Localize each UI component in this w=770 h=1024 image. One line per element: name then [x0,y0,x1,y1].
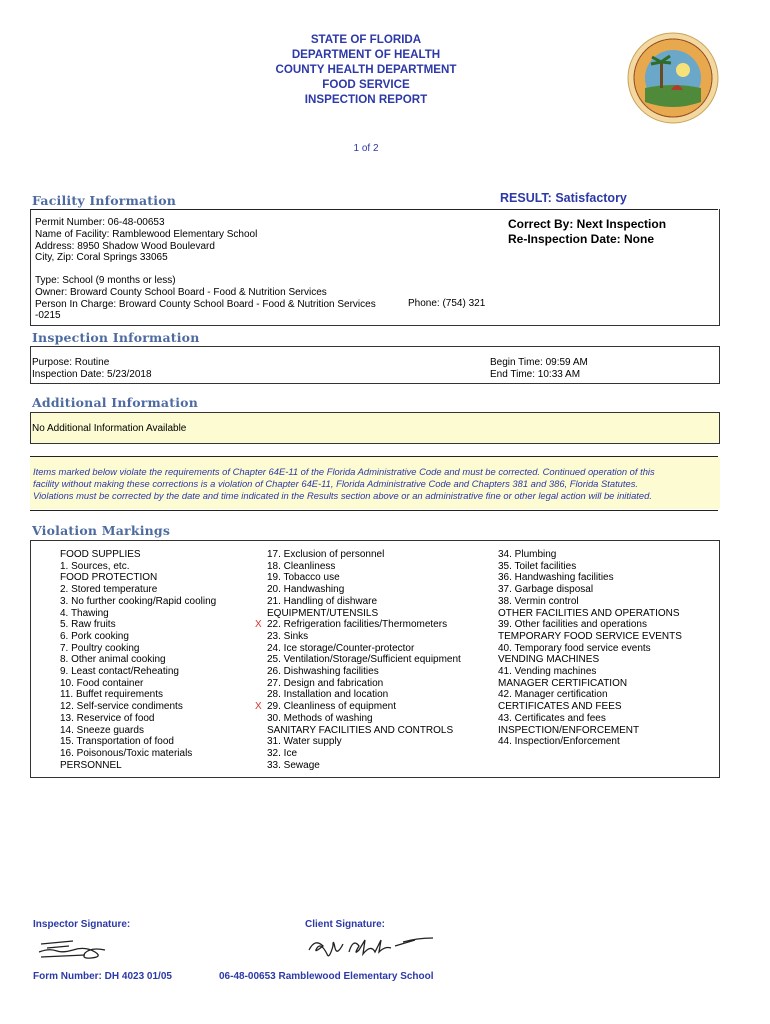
violation-label: 13. Reservice of food [60,712,155,724]
inspection-left [32,357,152,381]
state-seal-logo [627,32,719,124]
violation-label: SANITARY FACILITIES AND CONTROLS [267,724,454,736]
violation-item [60,678,216,690]
violation-item [267,654,461,666]
reinspection-date: Re-Inspection Date: None [508,232,655,246]
violation-label: 36. Handwashing facilities [498,572,614,584]
violation-item [498,584,682,596]
violation-label: FOOD SUPPLIES [60,549,141,560]
client-signature [303,932,443,969]
violation-label: 42. Manager certification [498,689,608,701]
violation-item [60,643,216,655]
violation-label: 9. Least contact/Reheating [60,666,179,678]
violation-label: 6. Pork cooking [60,630,129,642]
violation-label: 21. Handling of dishware [267,595,378,607]
violation-label: 34. Plumbing [498,549,557,560]
violation-item [60,654,216,666]
header-line: DEPARTMENT OF HEALTH [291,48,441,61]
violation-label: 39. Other facilities and operations [498,619,647,631]
violation-label: 20. Handwashing [267,584,345,596]
violation-item [267,596,461,608]
client-signature-label: Client Signature: [305,919,386,930]
violation-item [498,713,682,725]
violation-label: 8. Other animal cooking [60,654,166,666]
person-in-charge-cont: -0215 [35,310,61,322]
violation-label: EQUIPMENT/UTENSILS [267,607,379,619]
violation-label: MANAGER CERTIFICATION [498,677,628,689]
violation-item [498,549,682,561]
violation-label: CERTIFICATES AND FEES [498,701,622,713]
violation-item [60,713,216,725]
violation-item [267,725,461,737]
violation-label: 4. Thawing [60,607,109,619]
inspector-signature [33,935,133,968]
additional-section-title: Additional Information [32,395,198,410]
violation-label: 2. Stored temperature [60,584,158,596]
facility-owner: Owner: Broward County School Board - Food & Nutrition Services [35,286,327,298]
violation-label: VENDING MACHINES [498,654,600,666]
notice-line: Items marked below violate the requirements of Chapter 64E-11 of the Florida Administrative Code and must be corrected. Continued operation of this [33,466,655,477]
violation-label: 40. Temporary food service events [498,642,651,654]
violation-item [60,736,216,748]
violation-item [498,643,682,655]
inspection-purpose: Purpose: Routine [32,357,110,368]
violation-item [267,549,461,561]
violation-label: 3. No further cooking/Rapid cooling [60,595,217,607]
violation-label: 18. Cleanliness [267,560,336,572]
violation-item [60,748,216,760]
header-line: STATE OF FLORIDA [310,33,422,46]
violation-item [267,572,461,584]
notice-text [33,466,655,501]
violation-label: 35. Toilet facilities [498,560,577,572]
violation-item [498,596,682,608]
violation-label: 15. Transportation of food [60,736,174,748]
inspector-signature-label: Inspector Signature: [33,919,131,930]
violation-item [498,678,682,690]
violation-label: TEMPORARY FOOD SERVICE EVENTS [498,630,682,642]
violation-item [267,631,461,643]
violation-item [60,572,216,584]
violation-item [60,584,216,596]
notice-line: facility without making these corrections is a violation of Chapter 64E-11, Florida Administrative Code and Chapters 381 and 386, Florida Statutes. [33,477,639,489]
violation-label: 37. Garbage disposal [498,584,594,596]
person-in-charge: Person In Charge: Broward County School Board - Food & Nutrition Services [35,298,376,310]
violation-item [60,760,216,772]
violations-column-1 [60,549,216,771]
violation-label: 27. Design and fabrication [267,677,384,689]
violation-label: 12. Self-service condiments [60,701,183,713]
facility-type: Type: School (9 months or less) [35,275,176,286]
violation-item [60,666,216,678]
violation-item: X 29. Cleanliness of equipment [255,701,396,713]
notice-top-rule [30,456,718,457]
facility-section-title: Facility Information [32,193,177,208]
inspection-times [490,357,588,381]
violation-item [60,596,216,608]
correct-by: Correct By: Next Inspection [508,217,667,231]
violation-item [267,608,461,620]
violation-item [60,689,216,701]
inspection-section-title: Inspection Information [32,330,200,345]
violation-item [498,631,682,643]
violation-item [267,584,461,596]
facility-details [35,217,257,264]
violation-label: 31. Water supply [267,736,342,748]
violations-column-2 [255,549,461,771]
violation-label: 22. Refrigeration facilities/Thermometers [267,619,448,631]
facility-address: Address: 8950 Shadow Wood Boulevard [35,240,215,252]
violation-item [498,666,682,678]
violation-item [60,725,216,737]
violation-label: 28. Installation and location [267,689,389,701]
violation-item [267,561,461,573]
violation-item [498,736,682,748]
violation-label: 41. Vending machines [498,666,597,678]
violation-label: INSPECTION/ENFORCEMENT [498,724,640,736]
report-header [200,32,532,107]
violation-item [498,689,682,701]
violation-item [60,631,216,643]
violation-item [498,608,682,620]
violation-item [267,689,461,701]
additional-text: No Additional Information Available [32,423,187,434]
violation-label: 19. Tobacco use [267,572,340,584]
violation-item [498,561,682,573]
violation-label: 23. Sinks [267,630,309,642]
violation-item: X 22. Refrigeration facilities/Thermometers [255,619,448,631]
violation-label: 33. Sewage [267,759,320,771]
violation-label: PERSONNEL [60,759,122,771]
violation-label: 29. Cleanliness of equipment [267,701,396,713]
violation-label: 17. Exclusion of personnel [267,549,385,560]
permit-number: Permit Number: 06-48-00653 [35,217,165,228]
violation-label: 25. Ventilation/Storage/Sufficient equipment [267,654,461,666]
violation-item [60,549,216,561]
facility-city-zip: City, Zip: Coral Springs 33065 [35,252,168,264]
violation-label: 30. Methods of washing [267,712,373,724]
violation-item [267,748,461,760]
header-line: COUNTY HEALTH DEPARTMENT [275,63,457,76]
violation-item [267,760,461,772]
facility-phone: Phone: (754) 321 [408,298,486,309]
violation-label: 14. Sneeze guards [60,724,144,736]
result-status: RESULT: Satisfactory [500,191,627,205]
violation-label: 11. Buffet requirements [60,689,164,701]
violation-label: 44. Inspection/Enforcement [498,736,620,748]
violation-label: 5. Raw fruits [60,619,116,631]
correction-info [508,217,666,247]
header-line: INSPECTION REPORT [304,93,428,106]
violation-item [60,608,216,620]
violation-item [498,572,682,584]
violation-item [498,701,682,713]
header-line: FOOD SERVICE [322,78,410,91]
violation-item [267,643,461,655]
violation-label: 32. Ice [267,747,298,759]
violation-label: 10. Food container [60,677,144,689]
violation-label: 24. Ice storage/Counter-protector [267,642,415,654]
end-time: End Time: 10:33 AM [490,368,581,380]
violation-item [60,619,216,631]
form-number: Form Number: DH 4023 01/05 [33,971,172,982]
violation-item [498,619,682,631]
facility-name: Name of Facility: Ramblewood Elementary School [35,228,258,240]
violation-item [267,678,461,690]
begin-time: Begin Time: 09:59 AM [490,357,588,368]
inspection-date: Inspection Date: 5/23/2018 [32,368,152,380]
violation-label: 16. Poisonous/Toxic materials [60,747,193,759]
violation-item [60,561,216,573]
violations-column-3 [498,549,682,748]
page-number: 1 of 2 [353,143,379,154]
facility-reference: 06-48-00653 Ramblewood Elementary School [219,971,434,982]
violation-item [267,713,461,725]
violation-label: 7. Poultry cooking [60,642,140,654]
notice-bottom-rule [30,510,718,511]
violation-item [60,701,216,713]
violation-item [498,654,682,666]
violation-label: FOOD PROTECTION [60,572,158,584]
violation-label: 38. Vermin control [498,595,579,607]
notice-line: Violations must be corrected by the date and time indicated in the Results section above or an administrative fine or other legal action will be initiated. [33,489,652,501]
violation-item [267,666,461,678]
violation-label: 43. Certificates and fees [498,712,606,724]
violation-item [498,725,682,737]
violation-label: OTHER FACILITIES AND OPERATIONS [498,607,680,619]
violation-item [267,736,461,748]
violations-section-title: Violation Markings [32,523,171,538]
violation-label: 1. Sources, etc. [60,560,130,572]
violation-label: 26. Dishwashing facilities [267,666,379,678]
facility-ownership [35,275,376,322]
